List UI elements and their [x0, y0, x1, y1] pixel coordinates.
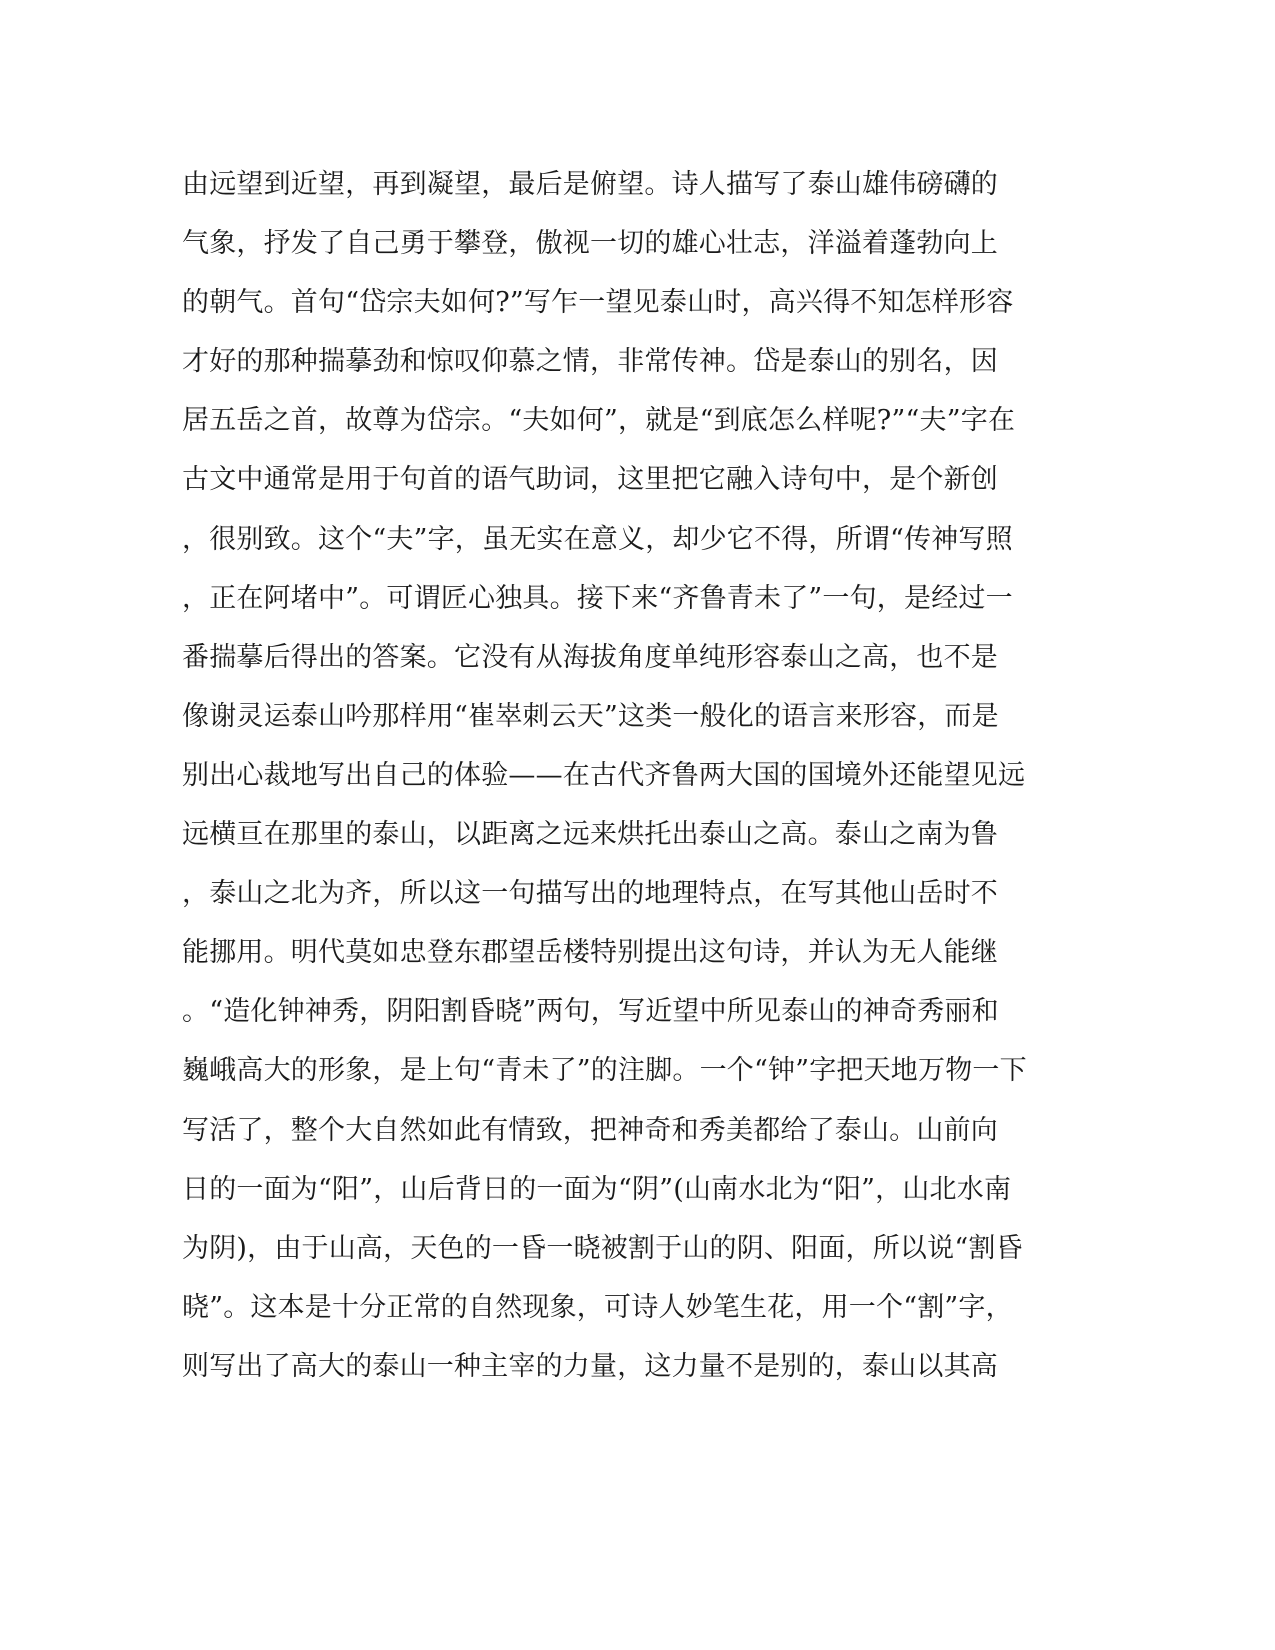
text-line: 日的一面为“阳”，山后背日的一面为“阴”(山南水北为“阳”，山北水南 [182, 1173, 1012, 1205]
text-line: 古文中通常是用于句首的语气助词，这里把它融入诗句中，是个新创 [182, 464, 998, 496]
text-line: 能挪用。明代莫如忠登东郡望岳楼特别提出这句诗，并认为无人能继 [182, 937, 998, 969]
text-line: 气象，抒发了自己勇于攀登，傲视一切的雄心壮志，洋溢着蓬勃向上 [182, 228, 998, 260]
text-line: 才好的那种揣摹劲和惊叹仰慕之情，非常传神。岱是泰山的别名，因 [182, 346, 998, 378]
text-line: ，正在阿堵中”。可谓匠心独具。接下来“齐鲁青未了”一句，是经过一 [182, 582, 1013, 614]
text-line: 远横亘在那里的泰山，以距离之远来烘托出泰山之高。泰山之南为鲁 [182, 819, 998, 851]
text-line: 。“造化钟神秀，阴阳割昏晓”两句，写近望中所见泰山的神奇秀丽和 [182, 996, 999, 1028]
text-line: 为阴)，由于山高，天色的一昏一晓被割于山的阴、阳面，所以说“割昏 [182, 1232, 1023, 1264]
text-line: 的朝气。首句“岱宗夫如何?”写乍一望见泰山时，高兴得不知怎样形容 [182, 287, 1014, 319]
text-line: 像谢灵运泰山吟那样用“崔崒刺云天”这类一般化的语言来形容，而是 [182, 700, 999, 732]
text-line: 巍峨高大的形象，是上句“青未了”的注脚。一个“钟”字把天地万物一下 [182, 1055, 1027, 1087]
text-line: 别出心裁地写出自己的体验——在古代齐鲁两大国的国境外还能望见远 [182, 759, 1026, 791]
text-line: 写活了，整个大自然如此有情致，把神奇和秀美都给了泰山。山前向 [182, 1114, 998, 1146]
text-line: 番揣摹后得出的答案。它没有从海拔角度单纯形容泰山之高，也不是 [182, 641, 998, 673]
body-text [182, 155, 1062, 1396]
text-line: 晓”。这本是十分正常的自然现象，可诗人妙笔生花，用一个“割”字， [182, 1291, 1013, 1323]
text-line: 居五岳之首，故尊为岱宗。“夫如何”，就是“到底怎么样呢?”“夫”字在 [182, 405, 1016, 437]
text-line: ，很别致。这个“夫”字，虽无实在意义，却少它不得，所谓“传神写照 [182, 523, 1013, 555]
text-line: 则写出了高大的泰山一种主宰的力量，这力量不是别的，泰山以其高 [182, 1350, 998, 1382]
text-line: ，泰山之北为齐，所以这一句描写出的地理特点，在写其他山岳时不 [182, 878, 998, 910]
text-line: 由远望到近望，再到凝望，最后是俯望。诗人描写了泰山雄伟磅礴的 [182, 169, 998, 200]
